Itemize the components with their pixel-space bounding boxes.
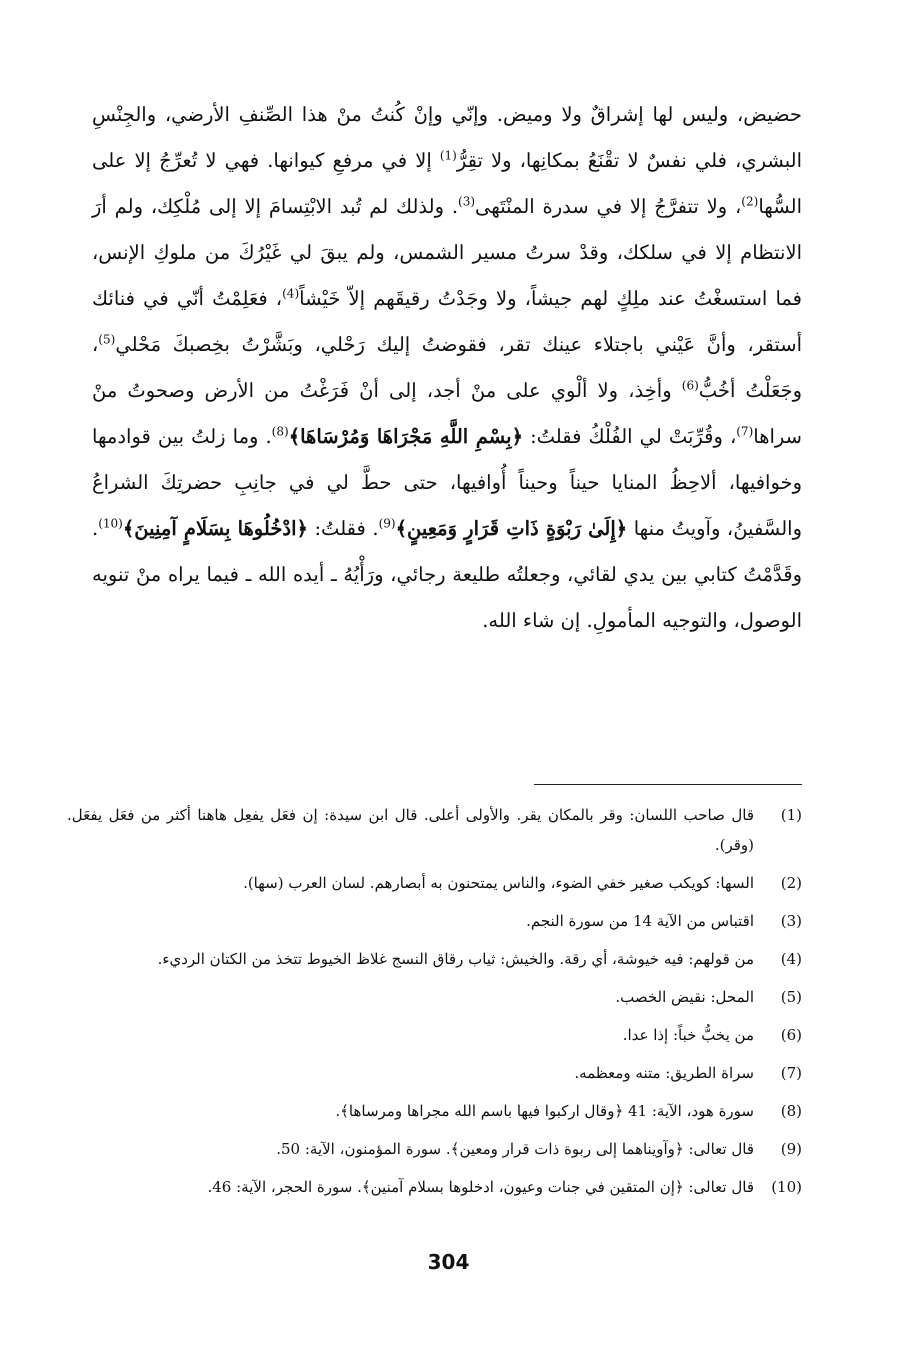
footnote-marker: (3) — [458, 194, 476, 209]
footnote-number: (5) — [780, 988, 802, 1006]
text-segment: ، وقُرِّبَتْ لي الفُلْكُ فقلتُ: — [523, 425, 737, 448]
footnote — [67, 944, 802, 974]
footnote-number: (7) — [780, 1064, 802, 1082]
quran-quote: ﴿إِلَىٰ رَبْوَةٍ ذَاتِ قَرَارٍ وَمَعِينٍ﴾ — [395, 517, 628, 540]
footnote-marker: (5) — [98, 332, 116, 347]
text-segment: ، فعَلِمْتُ أنّي في فنائك أستقر، وأنَّ عَيْني باجتلاء عينك تقر، فقوضتُ إليك رَحْلي، وبَشَّرْتُ بخِصبكَ مَحْلي — [92, 287, 802, 356]
footnote — [67, 1096, 802, 1126]
footnote — [67, 1134, 802, 1164]
footnote-marker: (4) — [282, 286, 300, 301]
footnote-number: (1) — [780, 806, 802, 824]
footnote-number: (4) — [780, 950, 802, 968]
footnote-text: قال تعالى: ﴿وآويناهما إلى ربوة ذات قرار ومعين﴾. سورة المؤمنون، الآية: 50. — [276, 1140, 754, 1158]
text-segment: إلا في مرفعِ كيوانها. فهي لا تُعرِّجُ إلا على السُّها — [92, 149, 802, 218]
footnote — [67, 1058, 802, 1088]
footnote-number: (9) — [780, 1140, 802, 1158]
footnote — [67, 906, 802, 936]
footnote-divider — [534, 784, 802, 785]
footnote-marker: (8) — [271, 424, 289, 439]
footnote-text: من قولهم: فيه خيوشة، أي رقة. والخيش: ثياب رقاق النسج غلاظ الخيوط تتخذ من الكتان الرديء. — [157, 950, 754, 968]
footnote-text: المحل: نقيض الخصب. — [615, 988, 754, 1006]
footnote-marker: (1) — [439, 148, 457, 163]
footnote-text: قال صاحب اللسان: وقر بالمكان يقر. والأولى أعلى. قال ابن سيدة: إن فعَل يفعِل هاهنا أكثر من فعَل يفعَل. (وقر). — [67, 806, 754, 854]
text-segment: ، وجَعَلْتُ أخُبُّ — [92, 333, 802, 402]
footnote — [67, 982, 802, 1012]
quran-quote: ﴿ادْخُلُوهَا بِسَلَامٍ آمِنِينَ﴾ — [122, 517, 308, 540]
footnote-number: (10) — [771, 1178, 802, 1196]
footnote-text: سورة هود، الآية: 41 ﴿وقال اركبوا فيها باسم الله مجراها ومرساها﴾. — [335, 1102, 754, 1120]
main-paragraph — [92, 92, 802, 644]
footnote — [67, 868, 802, 898]
text-segment: وأخِذ، ولا ألْوي على منْ أجد، إلى أنْ فَرَغْتُ من الأرض وصحوتُ منْ سراها — [92, 379, 802, 448]
footnote-text: قال تعالى: ﴿إن المتقين في جنات وعيون، ادخلوها بسلام آمنين﴾. سورة الحجر، الآية: 46. — [207, 1178, 754, 1196]
footnote-marker: (9) — [378, 516, 396, 531]
footnote-marker: (7) — [736, 424, 754, 439]
text-segment: . ولذلك لم تُبد الابْتِسامَ إلا إلى مُلْكِك، ولم أرَ الانتظام إلا في سلكك، وقدْ سرتُ مسير الشمس، ولم يبقَ لي غَيْرُكَ من ملوكِ الإنس، فما استسغْتُ عند ملِكٍ لهم جيشاً، ولا وجَدْتُ رقيقَهم إلاّ خَيْشاً — [92, 195, 802, 310]
footnotes — [67, 800, 802, 1210]
footnote — [67, 1020, 802, 1050]
footnote-marker: (10) — [98, 516, 123, 531]
footnote-marker: (2) — [741, 194, 759, 209]
footnote-text: السها: كويكب صغير خفي الضوء، والناس يمتحنون به أبصارهم. لسان العرب (سها). — [243, 874, 754, 892]
main-text — [92, 92, 802, 644]
footnote-text: سراة الطريق: متنه ومعظمه. — [574, 1064, 754, 1082]
footnote-marker: (6) — [681, 378, 699, 393]
text-segment: . وقَدَّمْتُ كتابي بين يدي لقائي، وجعلتُه طليعة رجائي، ورَأْيُهُ ـ أيده الله ـ فيما يراه منْ تنويه الوصول، والتوجيه المأمولِ. إن شاء الله. — [92, 517, 802, 632]
footnote-number: (6) — [780, 1026, 802, 1044]
footnote-text: اقتباس من الآية 14 من سورة النجم. — [526, 912, 754, 930]
page-number: 304 — [427, 1250, 470, 1274]
footnote — [67, 800, 802, 860]
text-segment: . وما زلتُ بين قوادمها وخوافيها، ألاحِظُ المنايا حيناً وحيناً أُوافيها، حتى حطَّ لي في جانِبِ حضرتِكَ الشراعُ والسَّفينُ، وآويتُ منها — [92, 425, 802, 540]
footnote-text: من يخبُّ خباً: إذا عدا. — [622, 1026, 754, 1044]
text-segment: حضيض، وليس لها إشراقٌ ولا وميض. وإنّي وإنْ كُنتُ منْ هذا الصِّنفِ الأرضي، والجِنْسِ البشري، فلي نفسٌ لا تقْنَعُ بمكانِها، ولا تقِرُّ — [92, 103, 802, 172]
text-segment: . فقلتُ: — [307, 517, 379, 540]
footnote — [67, 1172, 802, 1202]
footnote-number: (3) — [780, 912, 802, 930]
footnote-number: (2) — [780, 874, 802, 892]
text-segment: ، ولا تتفرَّجُ إلا في سدرة المنْتَهى — [475, 195, 742, 218]
quran-quote: ﴿بِسْمِ اللَّهِ مَجْرَاهَا وَمُرْسَاهَا﴾ — [288, 425, 524, 448]
footnote-number: (8) — [780, 1102, 802, 1120]
